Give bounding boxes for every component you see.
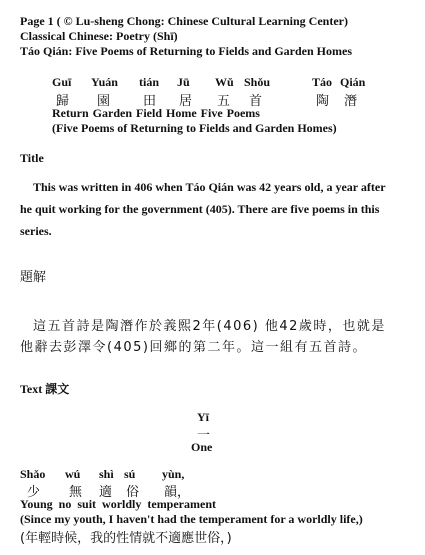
pinyin-word: wú <box>65 467 81 481</box>
section-heading-text: Text 課文 <box>20 382 70 396</box>
hanzi-char: 歸 <box>56 94 70 109</box>
hanzi-char: 居 <box>179 94 193 109</box>
poem-number-hanzi: 一 <box>197 428 211 443</box>
title-paragraph-line: series. <box>20 224 52 238</box>
hanzi-char: 陶 <box>316 94 330 109</box>
pinyin-word: Wǔ <box>215 75 234 89</box>
poem-chinese-gloss: (年輕時候，我的性情就不適應世俗，) <box>20 531 232 546</box>
pinyin-word: Shǒu <box>244 75 271 89</box>
hanzi-char: 無 <box>69 485 83 500</box>
pinyin-word: Táo <box>312 75 333 89</box>
hanzi-char: 少 <box>27 485 41 500</box>
hanzi-char: 五 <box>217 94 231 109</box>
title-english-gloss: Return Garden Field Home Five Poems <box>52 106 260 120</box>
hanzi-char: 首 <box>249 94 263 109</box>
poem-number-english: One <box>191 440 213 454</box>
pinyin-word: Shǎo <box>20 467 46 481</box>
page-header-line: Page 1 ( © Lu-sheng Chong: Chinese Cultural Learning Center) <box>20 14 348 28</box>
title-paragraph-line: he quit working for the government (405). There are five poems in this <box>20 202 380 216</box>
hanzi-char: 園 <box>97 94 111 109</box>
pinyin-word: Yuán <box>91 75 118 89</box>
hanzi-char: 俗 <box>126 485 140 500</box>
pinyin-word: sú <box>124 467 136 481</box>
hanzi-char: 適 <box>99 485 113 500</box>
title-subtitle: (Five Poems of Returning to Fields and Garden Homes) <box>52 121 337 135</box>
pinyin-word: yùn, <box>162 467 185 481</box>
tijie-paragraph-line: 這五首詩是陶潛作於義熙2年(406) 他42歲時，也就是 <box>33 319 386 334</box>
pinyin-word: Jū <box>177 75 190 89</box>
hanzi-char: 潛 <box>344 94 358 109</box>
pinyin-word: shì <box>99 467 114 481</box>
poem-translation: (Since my youth, I haven't had the temperament for a worldly life,) <box>20 512 363 526</box>
poem-english-gloss: Young no suit worldly temperament <box>20 497 217 511</box>
lesson-title: Táo Qián: Five Poems of Returning to Fields and Garden Homes <box>20 44 352 58</box>
tijie-paragraph-line: 他辭去彭澤令(405)回鄉的第二年。這一組有五首詩。 <box>20 340 367 355</box>
course-line: Classical Chinese: Poetry (Shī) <box>20 29 178 43</box>
poem-number-pinyin: Yī <box>197 410 209 424</box>
hanzi-char: 田 <box>143 94 157 109</box>
pinyin-word: Qián <box>340 75 366 89</box>
section-heading-tijie: 題解 <box>20 270 47 285</box>
pinyin-word: tián <box>139 75 160 89</box>
section-heading-title: Title <box>20 151 44 165</box>
pinyin-word: Guī <box>52 75 72 89</box>
hanzi-char: 韻， <box>164 485 191 500</box>
title-paragraph-line: This was written in 406 when Táo Qián was 42 years old, a year after <box>33 180 386 194</box>
